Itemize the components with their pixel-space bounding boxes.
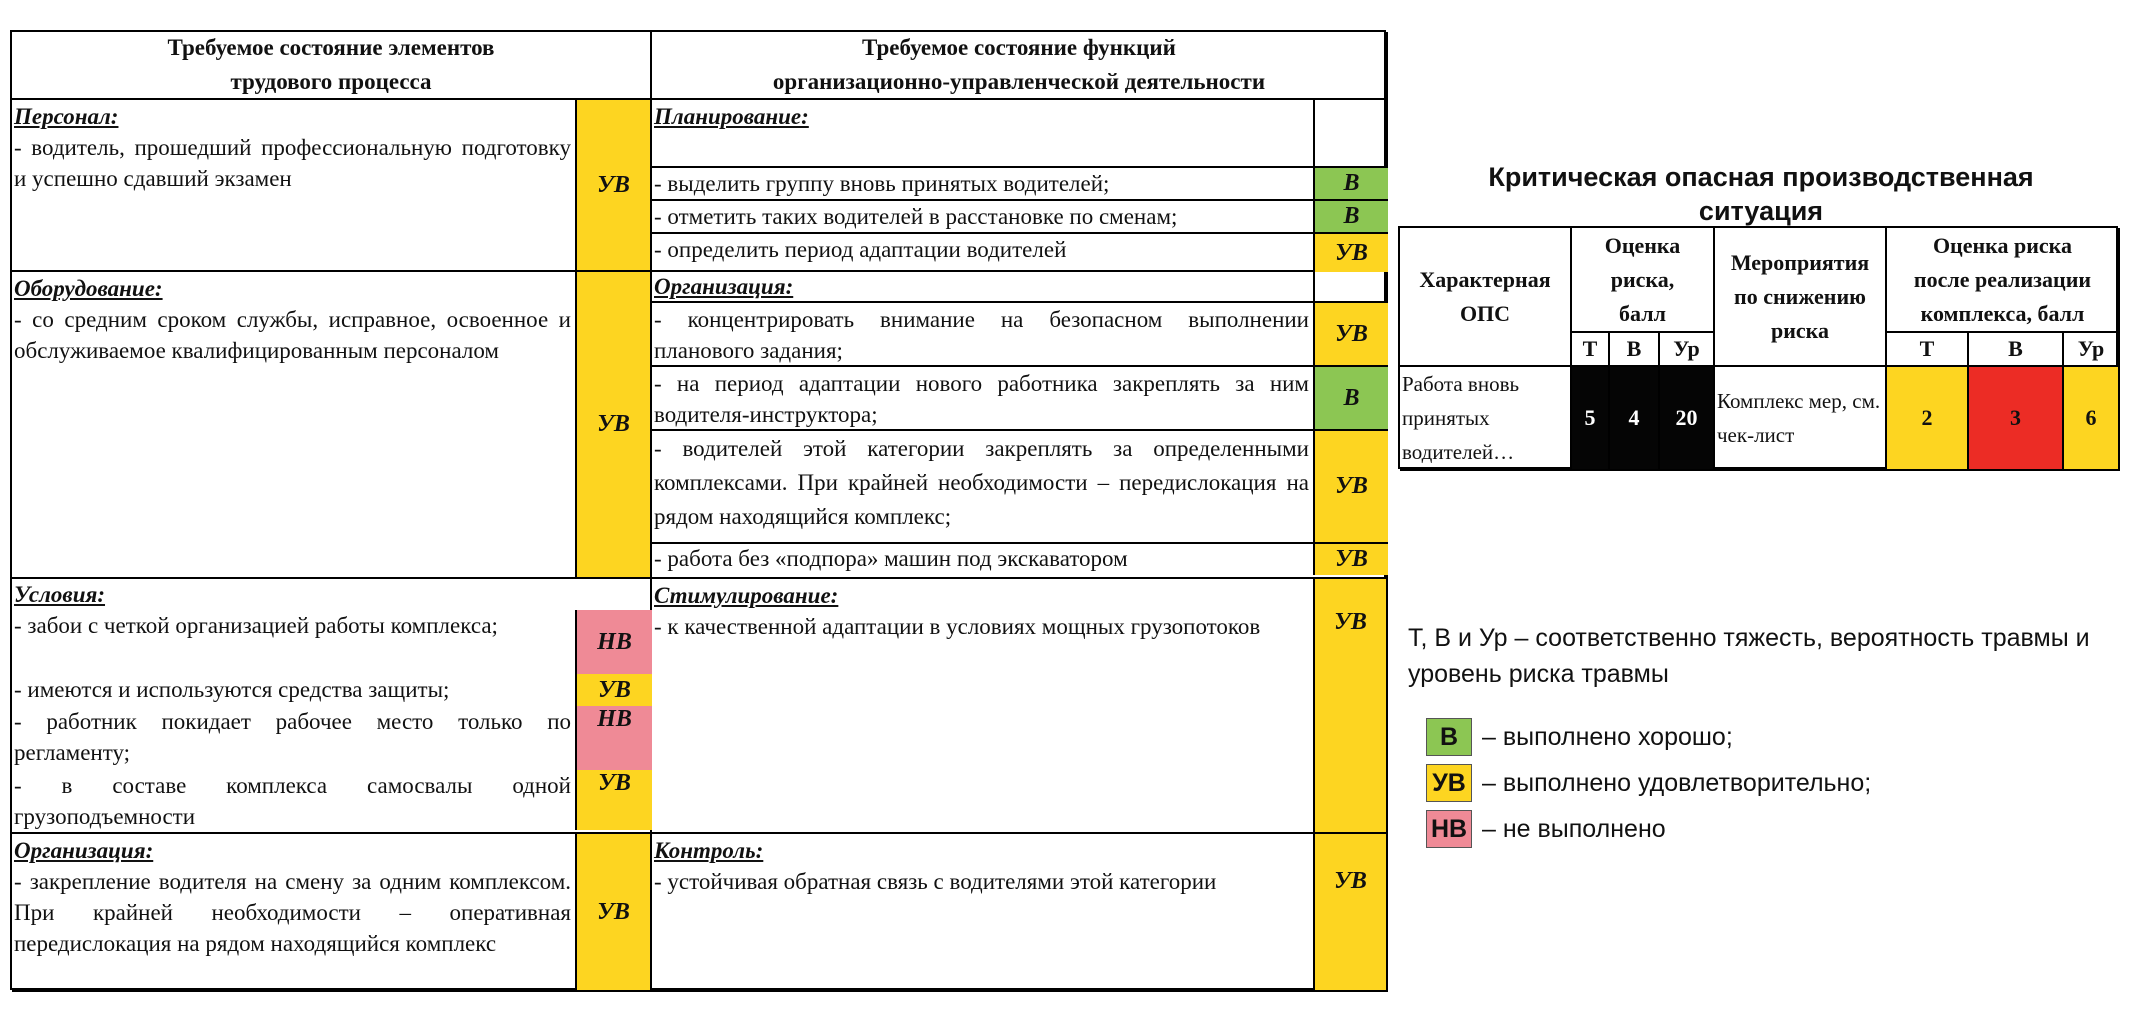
requirements-table <box>10 30 1386 990</box>
legend-item-not-done <box>1426 810 1666 848</box>
section-item: - отметить таких водителей в расстановке по сменам; <box>652 201 1315 234</box>
risk-t-cell: 5 <box>1572 367 1610 471</box>
sub-header-v: В <box>1969 333 2064 367</box>
right-header-line: организационно-управленческой деятельности <box>772 69 1266 94</box>
legend-label: – выполнено хорошо; <box>1482 722 1733 751</box>
section-title: Планирование: <box>652 100 1315 168</box>
rating-badge: УВ <box>1315 834 1388 992</box>
section-stimulation <box>652 579 1315 834</box>
legend-item-satisfactory <box>1426 764 1871 802</box>
header-line: балл <box>1619 300 1666 326</box>
rating-badge: УВ <box>577 674 652 706</box>
sub-header-t: Т <box>1572 333 1610 367</box>
risk-v-cell: 4 <box>1610 367 1660 471</box>
rating-badge: УВ <box>577 834 652 992</box>
section-organization-right <box>652 272 1388 579</box>
section-title: Организация: <box>652 272 1315 303</box>
ops-header <box>1400 228 1572 367</box>
sub-header-ur: Ур <box>2064 333 2120 367</box>
section-title: Контроль: <box>654 838 764 863</box>
section-title: Стимулирование: <box>654 583 839 608</box>
header-line: ОПС <box>1459 300 1511 326</box>
section-planning <box>652 100 1388 272</box>
header-line: Мероприятия <box>1730 249 1870 275</box>
rating-badge: УВ <box>1315 431 1388 544</box>
section-text: - устойчивая обратная связь с водителями этой категории <box>654 869 1217 894</box>
after-v-cell: 3 <box>1969 367 2064 471</box>
section-personnel <box>12 100 577 272</box>
right-header <box>652 32 1388 100</box>
left-header <box>12 32 652 100</box>
section-item: - водителей этой категории закреплять за определенными комплексами. При крайней необходимости – передислокация на рядом находящийся комплекс; <box>652 431 1315 544</box>
legend-chip: В <box>1426 718 1472 756</box>
legend-chip: УВ <box>1426 764 1472 802</box>
section-item: - забои с четкой организацией работы комплекса; <box>12 610 577 674</box>
section-item: - работа без «подпора» машин под экскаватором <box>652 544 1315 575</box>
rating-badge: УВ <box>1315 303 1388 367</box>
section-title: Оборудование: <box>14 276 163 301</box>
risk-table <box>1398 226 2118 469</box>
measures-header <box>1715 228 1887 367</box>
section-item: - на период адаптации нового работника закреплять за ним водителя-инструктора; <box>652 367 1315 431</box>
rating-badge: В <box>1315 168 1388 201</box>
legend-label: – не выполнено <box>1482 814 1666 843</box>
header-line: по снижению <box>1734 283 1866 309</box>
section-control <box>652 834 1315 992</box>
section-item: - концентрировать внимание на безопасном выполнении планового задания; <box>652 303 1315 367</box>
after-header <box>1887 228 2120 333</box>
rating-badge: В <box>1315 201 1388 234</box>
section-organization-left <box>12 834 577 992</box>
risk-ur-cell: 20 <box>1660 367 1715 471</box>
after-ur-cell: 6 <box>2064 367 2120 471</box>
sub-header-t: Т <box>1887 333 1969 367</box>
right-header-line: Требуемое состояние функций <box>862 35 1176 60</box>
rating-badge: В <box>1315 367 1388 431</box>
rating-badge: УВ <box>1315 234 1388 272</box>
header-line: после реализации <box>1913 266 2092 292</box>
rating-badge: НВ <box>577 610 652 674</box>
sub-header-ur: Ур <box>1660 333 1715 367</box>
header-line: комплекса, балл <box>1920 300 2085 326</box>
header-line: Характерная <box>1419 266 1551 292</box>
critical-title-line: ситуация <box>1698 196 1824 226</box>
measures-cell: Комплекс мер, см. чек-лист <box>1715 367 1887 471</box>
rating-badge: УВ <box>577 100 652 272</box>
section-text: - водитель, прошедший профессиональную подготовку и успешно сдавший экзамен <box>14 135 571 191</box>
section-title: Персонал: <box>14 104 119 129</box>
section-item: - в составе комплекса самосвалы одной грузоподъемности <box>12 770 577 830</box>
section-equipment <box>12 272 577 579</box>
left-header-line: Требуемое состояние элементов <box>167 35 495 60</box>
rating-badge: УВ <box>1315 544 1388 575</box>
header-line: риска, <box>1610 266 1675 292</box>
ops-cell: Работа вновь принятых водителей… <box>1400 367 1572 471</box>
section-item: - работник покидает рабочее место только по регламенту; <box>12 706 577 770</box>
header-line: риска <box>1770 317 1829 343</box>
section-text: - закрепление водителя на смену за одним комплексом. При крайней необходимости – оперативная передислокация на рядом находящийся комплекс <box>14 869 571 956</box>
header-line: Оценка <box>1604 232 1681 258</box>
left-header-line: трудового процесса <box>230 69 432 94</box>
section-item: - определить период адаптации водителей <box>652 234 1315 272</box>
section-title: Условия: <box>14 582 106 607</box>
critical-title <box>1396 160 2126 228</box>
section-text: - со средним сроком службы, исправное, освоенное и обслуживаемое квалифицированным персоналом <box>14 307 571 363</box>
legend-label: – выполнено удовлетворительно; <box>1482 768 1872 797</box>
header-line: Оценка риска <box>1932 232 2073 258</box>
rating-badge: УВ <box>577 272 652 579</box>
after-t-cell: 2 <box>1887 367 1969 471</box>
section-title: Организация: <box>14 838 154 863</box>
section-conditions <box>12 579 652 834</box>
rating-badge: НВ <box>577 706 652 770</box>
section-text: - к качественной адаптации в условиях мощных грузопотоков <box>654 614 1261 639</box>
rating-badge: УВ <box>1315 579 1388 834</box>
abbreviation-note: Т, В и Ур – соответственно тяжесть, вероятность травмы и уровень риска травмы <box>1408 624 2090 688</box>
rating-badge: УВ <box>577 770 652 830</box>
legend-item-good <box>1426 718 1733 756</box>
critical-title-line: Критическая опасная производственная <box>1488 162 2034 192</box>
legend-chip: НВ <box>1426 810 1472 848</box>
risk-header <box>1572 228 1715 333</box>
section-item: - выделить группу вновь принятых водителей; <box>652 168 1315 201</box>
sub-header-v: В <box>1610 333 1660 367</box>
section-item: - имеются и используются средства защиты; <box>12 674 577 706</box>
